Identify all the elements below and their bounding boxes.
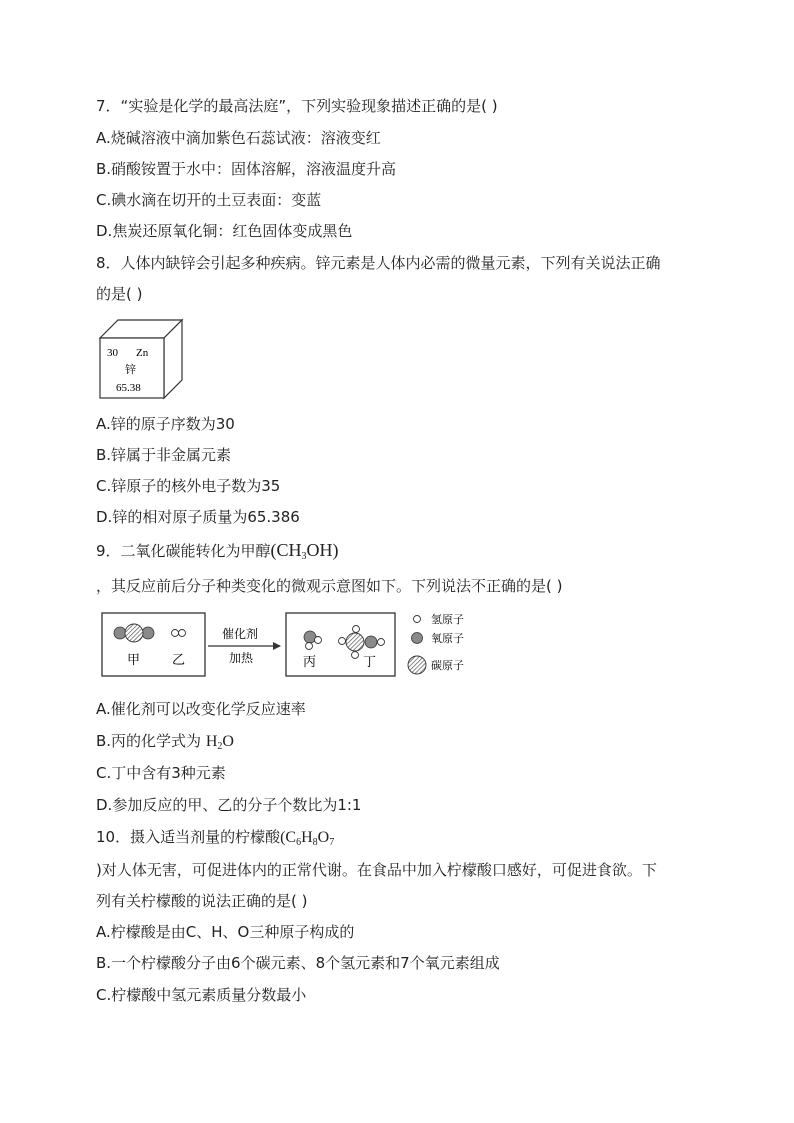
q8-option-b: B.锌属于非金属元素 [96, 446, 232, 464]
ding-hydrogen-left-icon [339, 638, 346, 645]
jia-oxygen-right-icon [142, 627, 154, 639]
ding-hydrogen-right-icon [378, 639, 385, 646]
q9-stem-line2: ，其反应前后分子种类变化的微观示意图如下。下列说法不正确的是( ) [96, 577, 563, 595]
q7-option-b: B.硝酸铵置于水中：固体溶解，溶液温度升高 [96, 160, 397, 178]
legend-oxygen-label: 氧原子 [431, 632, 464, 645]
q8-option-d: D.锌的相对原子质量为65.386 [96, 508, 300, 526]
reaction-diagram [96, 606, 486, 682]
bing-hydrogen-bottom-icon [306, 643, 313, 650]
q7-option-c: C.碘水滴在切开的土豆表面：变蓝 [96, 191, 322, 209]
jia-carbon-icon [125, 624, 143, 642]
q9-option-b [96, 731, 234, 757]
q10-stem-prefix: 10．摄入适当剂量的柠檬酸 [96, 828, 281, 846]
element-symbol: Zn [136, 347, 149, 359]
q9-option-d: D.参加反应的甲、乙的分子个数比为1:1 [96, 796, 362, 814]
q10-option-b: B.一个柠檬酸分子由6个碳元素、8个氢元素和7个氧元素组成 [96, 954, 500, 972]
q7-option-a: A.烧碱溶液中滴加紫色石蕊试液：溶液变红 [96, 129, 381, 147]
q10-option-a: A.柠檬酸是由C、H、O三种原子构成的 [96, 923, 355, 941]
ding-carbon-icon [346, 633, 364, 651]
q7-option-d: D.焦炭还原氧化铜：红色固体变成黑色 [96, 222, 353, 240]
label-yi: 乙 [172, 653, 186, 668]
label-jia: 甲 [127, 653, 141, 668]
element-atomic-mass: 65.38 [116, 382, 141, 394]
zinc-element-card [96, 316, 188, 402]
q7-stem: 7．“实验是化学的最高法庭”，下列实验现象描述正确的是( ) [96, 97, 498, 115]
q9-stem-line1 [96, 540, 339, 567]
ding-hydrogen-bottom-icon [352, 652, 359, 659]
element-name: 锌 [125, 363, 136, 376]
ding-oxygen-icon [365, 636, 377, 648]
ding-hydrogen-top-icon [353, 626, 360, 633]
q10-stem-line2: )对人体无害，可促进体内的正常代谢。在食品中加入柠檬酸口感好，可促进食欲。下 [96, 861, 657, 879]
q8-stem-line2: 的是( ) [96, 285, 143, 303]
q8-option-c: C.锌原子的核外电子数为35 [96, 477, 281, 495]
methanol-formula: $(CH_3OH)$ [270, 540, 339, 562]
jia-oxygen-left-icon [114, 627, 126, 639]
label-bing: 丙 [303, 655, 317, 670]
bing-hydrogen-right-icon [315, 637, 322, 644]
arrow-label-catalyst: 催化剂 [222, 627, 259, 641]
citric-acid-formula: ($C_6H_8O_7$ [280, 829, 335, 848]
label-ding: 丁 [363, 655, 377, 670]
q10-option-c: C.柠檬酸中氢元素质量分数最小 [96, 986, 307, 1004]
q9-option-a: A.催化剂可以改变化学反应速率 [96, 700, 306, 718]
water-formula: $H_2O$ [205, 733, 234, 752]
legend-oxygen-icon [412, 633, 423, 644]
q9-option-c: C.丁中含有3种元素 [96, 764, 226, 782]
q9-stem-prefix: 9．二氧化碳能转化为甲醇 [96, 542, 271, 560]
legend-hydrogen-icon [414, 616, 421, 623]
yi-hydrogen-right-icon [179, 630, 186, 637]
q10-stem-line1 [96, 827, 334, 853]
q9-option-b-text: B.丙的化学式为 [96, 732, 206, 750]
legend-hydrogen-label: 氢原子 [431, 613, 464, 626]
yi-hydrogen-left-icon [172, 630, 179, 637]
q10-stem-line3: 列有关柠檬酸的说法正确的是( ) [96, 892, 308, 910]
legend-carbon-label: 碳原子 [431, 659, 464, 672]
element-atomic-number: 30 [107, 347, 118, 359]
reaction-arrow-icon [273, 642, 281, 650]
q8-stem-line1: 8．人体内缺锌会引起多种疾病。锌元素是人体内必需的微量元素，下列有关说法正确 [96, 254, 661, 272]
q8-option-a: A.锌的原子序数为30 [96, 415, 235, 433]
legend-carbon-icon [408, 656, 426, 674]
bing-oxygen-icon [304, 631, 316, 643]
arrow-label-heat: 加热 [229, 651, 254, 665]
